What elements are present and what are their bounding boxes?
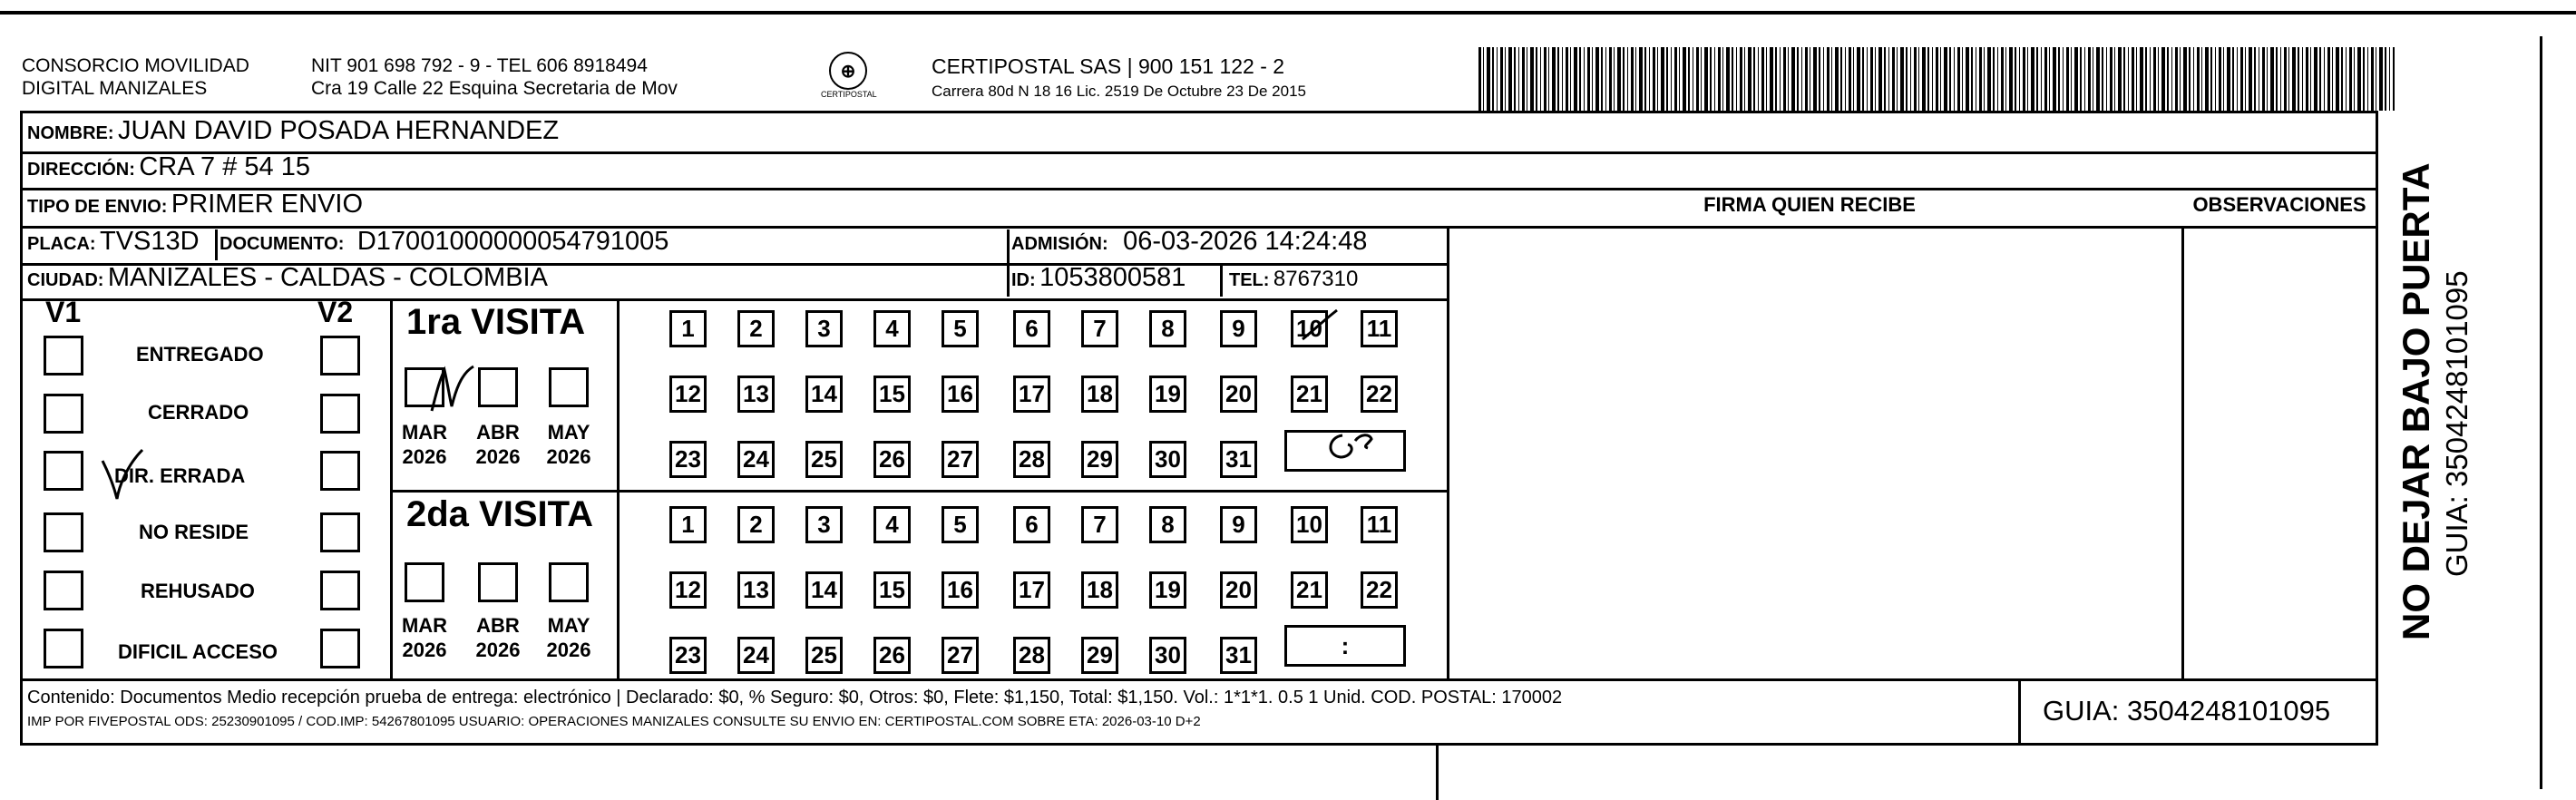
second-visit-month-mar: MAR 2026 bbox=[401, 614, 448, 661]
handwritten-checkmark-dir-errada bbox=[95, 444, 150, 517]
v1-checkbox-no-reside[interactable] bbox=[44, 512, 83, 552]
first-visit-day-21[interactable]: 21 bbox=[1291, 376, 1328, 413]
sender-name-line1: CONSORCIO MOVILIDAD bbox=[22, 55, 249, 76]
second-visit-day-24[interactable]: 24 bbox=[737, 637, 775, 674]
first-visit-day-27[interactable]: 27 bbox=[942, 441, 979, 478]
first-visit-day-18[interactable]: 18 bbox=[1081, 376, 1118, 413]
documento-label: DOCUMENTO: bbox=[220, 234, 345, 254]
direccion-field bbox=[27, 152, 310, 182]
first-visit-day-6[interactable]: 6 bbox=[1013, 310, 1050, 347]
documento-value: D17001000000054791005 bbox=[356, 227, 669, 256]
option-dir-errada: DIR. ERRADA bbox=[114, 464, 246, 487]
sender-name bbox=[22, 54, 249, 100]
first-visit-day-19[interactable]: 19 bbox=[1149, 376, 1186, 413]
second-visit-day-5[interactable]: 5 bbox=[942, 506, 979, 543]
side-warning: NO DEJAR BAJO PUERTA bbox=[2395, 162, 2437, 640]
first-visit-day-26[interactable]: 26 bbox=[873, 441, 911, 478]
v2-checkbox-cerrado[interactable] bbox=[320, 394, 360, 434]
top-border bbox=[0, 11, 2576, 15]
first-visit-day-11[interactable]: 11 bbox=[1361, 310, 1398, 347]
first-visit-day-5[interactable]: 5 bbox=[942, 310, 979, 347]
documento-field bbox=[220, 227, 668, 257]
first-visit-day-28[interactable]: 28 bbox=[1013, 441, 1050, 478]
handwritten-mark-mar bbox=[426, 361, 490, 415]
v2-checkbox-no-reside[interactable] bbox=[320, 512, 360, 552]
second-visit-day-29[interactable]: 29 bbox=[1081, 637, 1118, 674]
second-visit-day-22[interactable]: 22 bbox=[1361, 571, 1398, 609]
v1-checkbox-entregado[interactable] bbox=[44, 336, 83, 376]
first-visit-day-20[interactable]: 20 bbox=[1220, 376, 1257, 413]
v2-checkbox-dir-errada[interactable] bbox=[320, 451, 360, 491]
first-visit-day-3[interactable]: 3 bbox=[805, 310, 843, 347]
placa-value: TVS13D bbox=[100, 227, 200, 256]
logo-icon: ⊕ bbox=[829, 52, 867, 90]
first-visit-title: 1ra VISITA bbox=[406, 302, 586, 342]
option-cerrado: CERRADO bbox=[148, 401, 249, 424]
second-visit-day-26[interactable]: 26 bbox=[873, 637, 911, 674]
second-visit-month-abr: ABR 2026 bbox=[475, 614, 521, 661]
first-visit-day-10[interactable]: 10 bbox=[1291, 310, 1328, 347]
footer-imp: IMP POR FIVEPOSTAL ODS: 25230901095 / COD.IMP: 54267801095 USUARIO: OPERACIONES MANIZALES CONSULTE SU ENVIO EN: CERTIPOSTAL.COM SOBRE ETA: 2026-03-10 D+2 bbox=[27, 714, 1201, 729]
nombre-field bbox=[27, 116, 559, 146]
carrier-name: CERTIPOSTAL SAS | 900 151 122 - 2 bbox=[932, 54, 1285, 78]
v2-checkbox-dificil-acceso[interactable] bbox=[320, 629, 360, 668]
direccion-label: DIRECCIÓN: bbox=[27, 160, 135, 180]
sender-nit: NIT 901 698 792 - 9 - TEL 606 8918494 bbox=[311, 55, 648, 76]
carrier-info bbox=[932, 54, 1306, 101]
observaciones-header: OBSERVACIONES bbox=[2192, 193, 2366, 216]
certipostal-logo bbox=[821, 52, 875, 99]
sender-details bbox=[311, 54, 678, 100]
second-visit-day-10[interactable]: 10 bbox=[1291, 506, 1328, 543]
first-visit-day-29[interactable]: 29 bbox=[1081, 441, 1118, 478]
first-visit-day-25[interactable]: 25 bbox=[805, 441, 843, 478]
second-visit-month-mar-box[interactable] bbox=[405, 562, 444, 602]
ciudad-value: MANIZALES - CALDAS - COLOMBIA bbox=[107, 263, 548, 292]
first-visit-day-7[interactable]: 7 bbox=[1081, 310, 1118, 347]
second-visit-day-20[interactable]: 20 bbox=[1220, 571, 1257, 609]
id-label: ID: bbox=[1011, 270, 1036, 290]
first-visit-month-abr: ABR 2026 bbox=[475, 421, 521, 468]
second-visit-day-13[interactable]: 13 bbox=[737, 571, 775, 609]
v1-checkbox-dir-errada[interactable] bbox=[44, 451, 83, 491]
second-visit-day-18[interactable]: 18 bbox=[1081, 571, 1118, 609]
nombre-label: NOMBRE: bbox=[27, 123, 114, 143]
second-visit-day-1[interactable]: 1 bbox=[669, 506, 707, 543]
second-visit-day-16[interactable]: 16 bbox=[942, 571, 979, 609]
first-visit-month-may: MAY 2026 bbox=[546, 421, 591, 468]
second-visit-day-21[interactable]: 21 bbox=[1291, 571, 1328, 609]
second-visit-time-box[interactable] bbox=[1284, 625, 1406, 667]
fold-line bbox=[1436, 746, 1439, 800]
first-visit-day-30[interactable]: 30 bbox=[1149, 441, 1186, 478]
firma-header: FIRMA QUIEN RECIBE bbox=[1703, 193, 1916, 216]
barcode bbox=[1478, 47, 2395, 111]
second-visit-day-30[interactable]: 30 bbox=[1149, 637, 1186, 674]
v1-checkbox-cerrado[interactable] bbox=[44, 394, 83, 434]
footer-contenido: Contenido: Documentos Medio recepción prueba de entrega: electrónico | Declarado: $0, % Seguro: $0, Otros: $0, Flete: $1,150, Total: $1,150. Vol.: 1*1*1. 0.5 1 Unid. COD. POSTAL: 170002 bbox=[27, 688, 1563, 707]
second-visit-day-3[interactable]: 3 bbox=[805, 506, 843, 543]
admision-label: ADMISIÓN: bbox=[1011, 234, 1108, 254]
second-visit-day-19[interactable]: 19 bbox=[1149, 571, 1186, 609]
second-visit-month-may: MAY 2026 bbox=[546, 614, 591, 661]
first-visit-day-13[interactable]: 13 bbox=[737, 376, 775, 413]
sender-name-line2: DIGITAL MANIZALES bbox=[22, 78, 208, 99]
second-visit-month-may-box[interactable] bbox=[549, 562, 589, 602]
sender-address: Cra 19 Calle 22 Esquina Secretaria de Mov bbox=[311, 78, 678, 99]
tel-value: 8767310 bbox=[1273, 267, 1359, 291]
v1-header: V1 bbox=[45, 296, 82, 328]
id-value: 1053800581 bbox=[1039, 263, 1186, 292]
nombre-value: JUAN DAVID POSADA HERNANDEZ bbox=[118, 116, 560, 145]
first-visit-day-16[interactable]: 16 bbox=[942, 376, 979, 413]
time-separator: : bbox=[1341, 631, 1350, 659]
first-visit-month-mar: MAR 2026 bbox=[401, 421, 448, 468]
tel-field bbox=[1229, 267, 1358, 292]
first-visit-day-9[interactable]: 9 bbox=[1220, 310, 1257, 347]
first-visit-day-14[interactable]: 14 bbox=[805, 376, 843, 413]
tipo-envio-label: TIPO DE ENVIO: bbox=[27, 197, 168, 217]
option-entregado: ENTREGADO bbox=[136, 343, 264, 366]
direccion-value: CRA 7 # 54 15 bbox=[139, 152, 310, 181]
second-visit-day-27[interactable]: 27 bbox=[942, 637, 979, 674]
v1-checkbox-dificil-acceso[interactable] bbox=[44, 629, 83, 668]
first-visit-day-12[interactable]: 12 bbox=[669, 376, 707, 413]
first-visit-day-4[interactable]: 4 bbox=[873, 310, 911, 347]
first-visit-day-2[interactable]: 2 bbox=[737, 310, 775, 347]
second-visit-day-14[interactable]: 14 bbox=[805, 571, 843, 609]
placa-label: PLACA: bbox=[27, 234, 96, 254]
second-visit-day-31[interactable]: 31 bbox=[1220, 637, 1257, 674]
v1-checkbox-rehusado[interactable] bbox=[44, 571, 83, 610]
option-dificil-acceso: DIFICIL ACCESO bbox=[118, 640, 278, 663]
first-visit-day-15[interactable]: 15 bbox=[873, 376, 911, 413]
second-visit-day-12[interactable]: 12 bbox=[669, 571, 707, 609]
id-field bbox=[1011, 263, 1186, 293]
first-visit-day-8[interactable]: 8 bbox=[1149, 310, 1186, 347]
second-visit-day-8[interactable]: 8 bbox=[1149, 506, 1186, 543]
second-visit-day-23[interactable]: 23 bbox=[669, 637, 707, 674]
second-visit-title: 2da VISITA bbox=[406, 494, 593, 534]
second-visit-day-11[interactable]: 11 bbox=[1361, 506, 1398, 543]
second-visit-day-4[interactable]: 4 bbox=[873, 506, 911, 543]
v2-checkbox-rehusado[interactable] bbox=[320, 571, 360, 610]
v2-header: V2 bbox=[317, 296, 354, 328]
handwritten-time-mark bbox=[1315, 426, 1388, 468]
second-visit-day-25[interactable]: 25 bbox=[805, 637, 843, 674]
admision-field bbox=[1011, 227, 1367, 257]
ciudad-label: CIUDAD: bbox=[27, 270, 104, 290]
tel-label: TEL: bbox=[1229, 270, 1270, 290]
first-visit-day-1[interactable]: 1 bbox=[669, 310, 707, 347]
carrier-address: Carrera 80d N 18 16 Lic. 2519 De Octubre 23 De 2015 bbox=[932, 83, 1306, 100]
first-visit-day-22[interactable]: 22 bbox=[1361, 376, 1398, 413]
right-edge-line bbox=[2540, 36, 2542, 789]
first-visit-day-17[interactable]: 17 bbox=[1013, 376, 1050, 413]
logo-text: CERTIPOSTAL bbox=[821, 90, 877, 99]
placa-field bbox=[27, 227, 200, 257]
handwritten-mark-day-10 bbox=[1297, 307, 1342, 352]
first-visit-day-23[interactable]: 23 bbox=[669, 441, 707, 478]
first-visit-day-24[interactable]: 24 bbox=[737, 441, 775, 478]
second-visit-day-28[interactable]: 28 bbox=[1013, 637, 1050, 674]
side-guia: GUIA: 3504248101095 bbox=[2440, 270, 2474, 577]
second-visit-day-2[interactable]: 2 bbox=[737, 506, 775, 543]
footer-guia: GUIA: 3504248101095 bbox=[2043, 695, 2331, 727]
ciudad-field bbox=[27, 263, 548, 293]
option-rehusado: REHUSADO bbox=[141, 580, 255, 602]
second-visit-day-17[interactable]: 17 bbox=[1013, 571, 1050, 609]
second-visit-day-15[interactable]: 15 bbox=[873, 571, 911, 609]
admision-value: 06-03-2026 14:24:48 bbox=[1123, 227, 1368, 256]
tipo-envio-value: PRIMER ENVIO bbox=[171, 190, 364, 219]
second-visit-day-9[interactable]: 9 bbox=[1220, 506, 1257, 543]
first-visit-day-31[interactable]: 31 bbox=[1220, 441, 1257, 478]
option-no-reside: NO RESIDE bbox=[139, 521, 249, 543]
second-visit-day-6[interactable]: 6 bbox=[1013, 506, 1050, 543]
v2-checkbox-entregado[interactable] bbox=[320, 336, 360, 376]
second-visit-day-7[interactable]: 7 bbox=[1081, 506, 1118, 543]
first-visit-month-may-box[interactable] bbox=[549, 367, 589, 407]
tipo-envio-field bbox=[27, 190, 363, 220]
second-visit-month-abr-box[interactable] bbox=[478, 562, 518, 602]
